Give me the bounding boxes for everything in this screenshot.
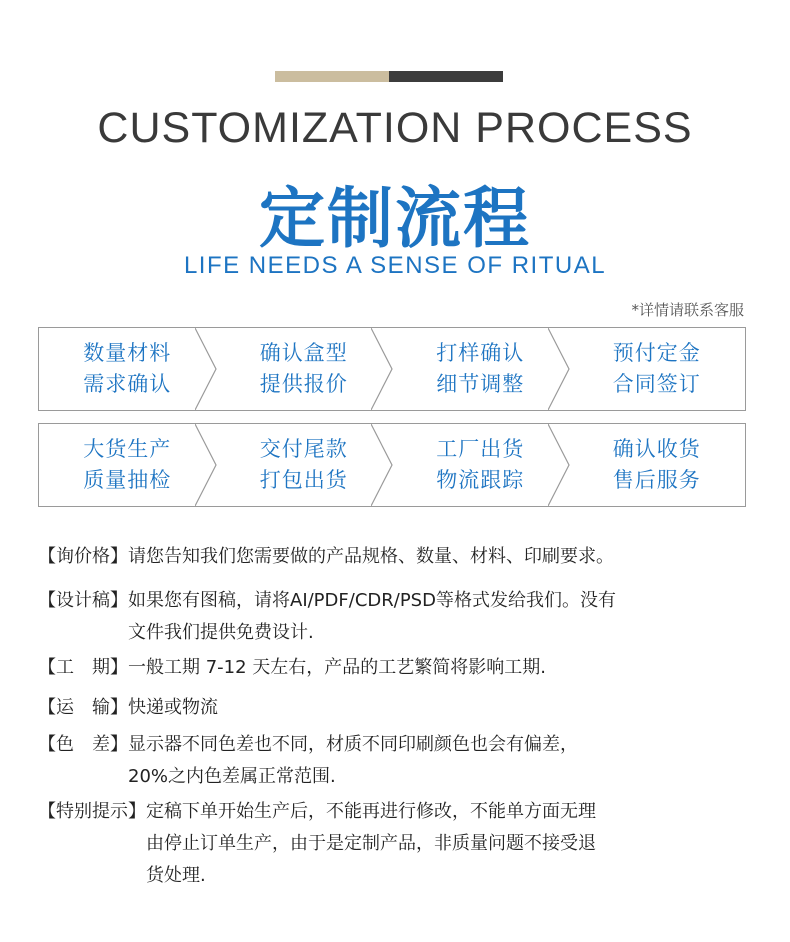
contact-service-note: *详情请联系客服 <box>631 301 744 319</box>
info-text: 货处理. <box>146 865 206 886</box>
chevron-right-icon <box>371 424 393 506</box>
subtitle-english: LIFE NEEDS A SENSE OF RITUAL <box>183 252 607 279</box>
step-line-1: 工厂出货 <box>436 437 525 461</box>
info-row-lead-time <box>38 652 546 684</box>
info-key: 【询价格】 <box>38 546 128 567</box>
process-step <box>216 424 393 506</box>
process-steps-row-1 <box>38 327 746 411</box>
process-step <box>392 328 569 410</box>
info-text: 定稿下单开始生产后，不能再进行修改，不能单方面无理 <box>146 801 596 822</box>
step-line-2: 物流跟踪 <box>436 468 525 492</box>
step-line-1: 确认收货 <box>612 437 701 461</box>
decorative-bar-tan <box>275 71 389 82</box>
info-text: 如果您有图稿，请将AI/PDF/CDR/PSD等格式发给我们。没有 <box>128 590 616 611</box>
step-line-2: 需求确认 <box>83 372 172 396</box>
info-key: 【色 差】 <box>38 734 128 755</box>
chevron-right-icon <box>195 424 217 506</box>
info-text: 文件我们提供免费设计. <box>128 622 314 643</box>
step-line-1: 大货生产 <box>83 437 172 461</box>
info-row-shipping <box>38 692 218 724</box>
step-line-2: 提供报价 <box>259 372 348 396</box>
info-row-inquiry <box>38 541 614 573</box>
info-text: 由停止订单生产，由于是定制产品，非质量问题不接受退 <box>146 833 596 854</box>
process-step <box>39 328 216 410</box>
info-text: 请您告知我们您需要做的产品规格、数量、材料、印刷要求。 <box>128 546 614 567</box>
step-line-2: 打包出货 <box>259 468 348 492</box>
step-line-1: 确认盒型 <box>259 341 348 365</box>
step-line-1: 打样确认 <box>436 341 525 365</box>
process-steps-row-2 <box>38 423 746 507</box>
title-chinese: 定制流程 <box>259 180 531 257</box>
step-line-2: 售后服务 <box>612 468 701 492</box>
process-step <box>39 424 216 506</box>
title-english: CUSTOMIZATION PROCESS <box>97 104 693 152</box>
info-key: 【运 输】 <box>38 697 128 718</box>
process-step <box>392 424 569 506</box>
step-line-2: 细节调整 <box>436 372 525 396</box>
info-text: 一般工期 7-12 天左右，产品的工艺繁简将影响工期. <box>128 657 547 678</box>
info-key: 【设计稿】 <box>38 590 128 611</box>
process-step <box>569 328 746 410</box>
decorative-top-bar <box>275 71 503 82</box>
step-line-2: 质量抽检 <box>83 468 172 492</box>
info-row-color-difference <box>38 729 578 793</box>
chevron-right-icon <box>548 424 570 506</box>
info-row-special-notice <box>38 796 596 892</box>
info-row-design <box>38 585 616 649</box>
info-key: 【特别提示】 <box>38 801 146 822</box>
step-line-2: 合同签订 <box>612 372 701 396</box>
process-step <box>216 328 393 410</box>
info-text: 快递或物流 <box>128 697 218 718</box>
chevron-right-icon <box>548 328 570 410</box>
step-line-1: 交付尾款 <box>259 437 348 461</box>
chevron-right-icon <box>371 328 393 410</box>
info-text: 显示器不同色差也不同，材质不同印刷颜色也会有偏差， <box>128 734 578 755</box>
chevron-right-icon <box>195 328 217 410</box>
step-line-1: 数量材料 <box>83 341 172 365</box>
decorative-bar-dark <box>389 71 503 82</box>
info-key: 【工 期】 <box>38 657 128 678</box>
process-step <box>569 424 746 506</box>
step-line-1: 预付定金 <box>612 341 701 365</box>
info-text: 20%之内色差属正常范围. <box>128 766 336 787</box>
